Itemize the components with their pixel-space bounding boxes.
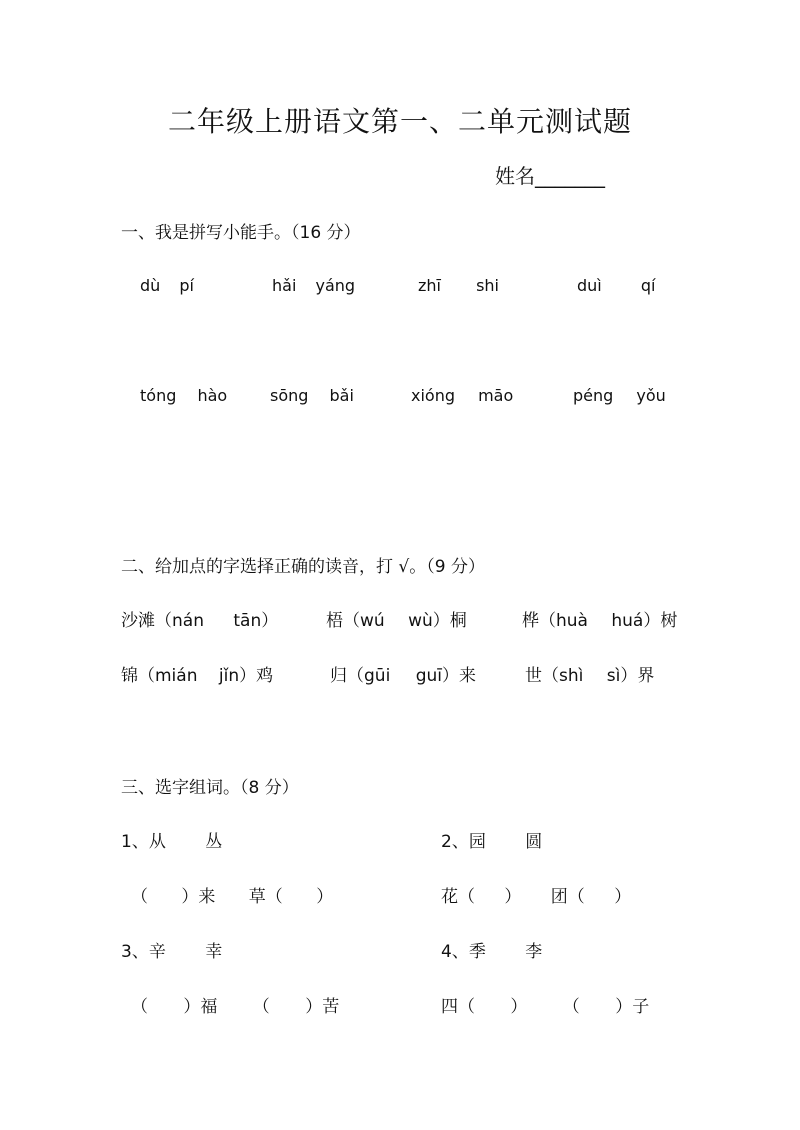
reading-choice-item: 桦（huà huá）树 <box>522 611 678 631</box>
question-label: 3、辛 幸 <box>121 942 223 962</box>
reading-choice-item: 梧（wú wù）桐 <box>326 611 467 631</box>
page-title: 二年级上册语文第一、二单元测试题 <box>167 105 632 138</box>
pinyin-item: hǎi yáng <box>272 276 356 295</box>
fill-blank-line: 花（ ） 团（ ） <box>441 887 632 907</box>
fill-blank-line: 四（ ） （ ）子 <box>441 997 650 1017</box>
section2-heading: 二、给加点的字选择正确的读音，打 √。（9 分） <box>121 557 485 577</box>
reading-choice-item: 归（gūi guī）来 <box>330 666 476 686</box>
pinyin-item: dù pí <box>140 276 194 295</box>
reading-choice-item: 锦（mián jǐn）鸡 <box>121 666 274 686</box>
section3-heading: 三、选字组词。（8 分） <box>121 778 299 798</box>
reading-choice-item: 世（shì sì）界 <box>525 666 655 686</box>
pinyin-item: péng yǒu <box>573 386 666 405</box>
question-label: 4、季 李 <box>441 942 543 962</box>
pinyin-item: tóng hào <box>140 386 228 405</box>
question-label: 2、园 圆 <box>441 832 543 852</box>
pinyin-item: xióng māo <box>411 386 514 405</box>
pinyin-item: zhī shi <box>418 276 499 295</box>
reading-choice-item: 沙滩（nán tān） <box>121 611 279 631</box>
name-field-label: 姓名_______ <box>495 164 605 188</box>
section1-heading: 一、我是拼写小能手。（16 分） <box>121 223 361 243</box>
pinyin-item: duì qí <box>577 276 656 295</box>
question-label: 1、从 丛 <box>121 832 223 852</box>
fill-blank-line: （ ）来 草（ ） <box>131 887 334 907</box>
fill-blank-line: （ ）福 （ ）苦 <box>131 997 340 1017</box>
pinyin-item: sōng bǎi <box>270 386 354 405</box>
